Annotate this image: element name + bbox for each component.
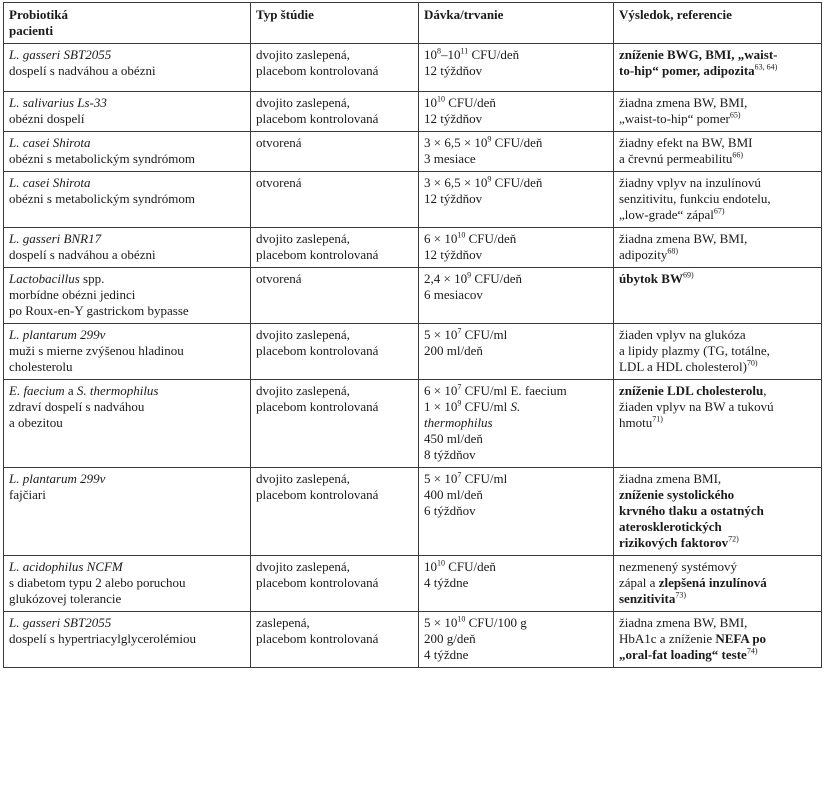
cell-dose-duration	[419, 268, 614, 324]
patients-text: morbídne obézni jedinci	[9, 287, 136, 302]
result-line	[619, 95, 816, 111]
result-bold-text: krvného tlaku a ostatných	[619, 503, 764, 518]
dose-line: 400 ml/deň	[424, 487, 483, 502]
table-row	[4, 172, 822, 228]
study-type-text: placebom kontrolovaná	[256, 63, 379, 78]
dose-unit: CFU/100 g	[465, 615, 527, 630]
study-type-text: placebom kontrolovaná	[256, 487, 379, 502]
result-text: ,	[763, 383, 767, 398]
strain-name	[9, 615, 245, 631]
study-type-text: dvojito zaslepená,	[256, 47, 350, 62]
cell-probiotic-patients	[4, 172, 251, 228]
cell-result-reference	[614, 44, 822, 92]
result-line	[619, 471, 816, 487]
cell-study-type	[251, 380, 419, 468]
table-row	[4, 268, 822, 324]
table-row	[4, 228, 822, 268]
cell-probiotic-patients	[4, 468, 251, 556]
cell-study-type	[251, 468, 419, 556]
result-line	[619, 415, 816, 431]
strain-italic: L. gasseri SBT2055	[9, 47, 112, 62]
result-text: a lipidy plazmy (TG, totálne,	[619, 343, 770, 358]
patients-text: glukózovej tolerancie	[9, 591, 122, 606]
result-line	[619, 519, 816, 535]
study-type-text: otvorená	[256, 135, 302, 150]
dose-line	[424, 95, 608, 111]
dose-line: 12 týždňov	[424, 247, 483, 262]
cell-dose-duration	[419, 92, 614, 132]
dose-exponent: 7	[457, 382, 462, 392]
result-text: „waist-to-hip“ pomer	[619, 111, 730, 126]
table-row	[4, 380, 822, 468]
strain-italic: Lactobacillus	[9, 271, 80, 286]
cell-dose-duration	[419, 468, 614, 556]
result-bold-text: rizikových faktorov	[619, 535, 729, 550]
dose-range: –10	[441, 47, 461, 62]
cell-result-reference	[614, 468, 822, 556]
dose-unit: CFU/deň	[445, 559, 496, 574]
patients-text: obézni dospelí	[9, 111, 85, 126]
dose-italic: thermophilus	[424, 415, 493, 430]
strain-name	[9, 47, 245, 63]
result-bold-text: „oral-fat loading“ teste	[619, 647, 747, 662]
table-body	[4, 44, 822, 668]
strain-conjunction: a	[64, 383, 77, 398]
study-type-text: dvojito zaslepená,	[256, 327, 350, 342]
cell-probiotic-patients	[4, 268, 251, 324]
table-row	[4, 612, 822, 668]
result-text: hmotu	[619, 415, 653, 430]
dose-base: 5 × 10	[424, 471, 458, 486]
reference-number: 68)	[667, 246, 679, 256]
patients-text: zdraví dospelí s nadváhou	[9, 399, 145, 414]
dose-base: 2,4 × 10	[424, 271, 468, 286]
result-line	[619, 135, 816, 151]
result-line	[619, 63, 816, 79]
study-type-text: placebom kontrolovaná	[256, 399, 379, 414]
header-probiotics-patients	[4, 3, 251, 44]
study-type-text: placebom kontrolovaná	[256, 111, 379, 126]
result-line	[619, 631, 816, 647]
dose-exponent: 10	[457, 230, 466, 240]
cell-result-reference	[614, 228, 822, 268]
header-col2-label: Typ štúdie	[256, 7, 314, 22]
dose-unit: CFU/deň	[445, 95, 496, 110]
header-study-type	[251, 3, 419, 44]
probiotics-table-page	[3, 2, 821, 668]
result-text: žiadna zmena BW, BMI,	[619, 231, 748, 246]
dose-italic: S.	[510, 399, 521, 414]
result-text: zápal a	[619, 575, 659, 590]
cell-dose-duration	[419, 228, 614, 268]
dose-line	[424, 47, 608, 63]
strain-italic-2: S. thermophilus	[76, 383, 159, 398]
patients-text: obézni s metabolickým syndrómom	[9, 151, 195, 166]
dose-line	[424, 399, 608, 415]
patients-text: obézni s metabolickým syndrómom	[9, 191, 195, 206]
strain-name	[9, 327, 245, 343]
study-type-text: dvojito zaslepená,	[256, 559, 350, 574]
dose-base: 10	[424, 559, 437, 574]
header-col1-line2: pacienti	[9, 23, 54, 38]
result-text: HbA1c a zníženie	[619, 631, 716, 646]
cell-dose-duration	[419, 172, 614, 228]
strain-name	[9, 383, 245, 399]
header-col3-label: Dávka/trvanie	[424, 7, 504, 22]
cell-result-reference	[614, 324, 822, 380]
dose-unit: CFU/deň	[471, 271, 523, 286]
reference-number: 67)	[713, 206, 725, 216]
table-row	[4, 556, 822, 612]
result-line	[619, 343, 816, 359]
dose-line	[424, 471, 608, 487]
dose-base: 3 × 6,5 × 10	[424, 135, 488, 150]
patients-text: a obezitou	[9, 415, 63, 430]
header-result-references	[614, 3, 822, 44]
result-line	[619, 575, 816, 591]
cell-study-type	[251, 612, 419, 668]
result-line	[619, 271, 816, 287]
dose-unit: CFU/ml E. faecium	[461, 383, 567, 398]
patients-text: dospelí s nadváhou a obézni	[9, 247, 156, 262]
patients-text: s diabetom typu 2 alebo poruchou	[9, 575, 186, 590]
strain-italic: L. casei Shirota	[9, 135, 91, 150]
result-text: žiadna zmena BW, BMI,	[619, 615, 748, 630]
cell-study-type	[251, 44, 419, 92]
dose-base: 3 × 6,5 × 10	[424, 175, 488, 190]
result-bold-text: to-hip“ pomer, adipozita	[619, 63, 755, 78]
cell-probiotic-patients	[4, 380, 251, 468]
dose-unit: CFU/ml	[461, 471, 508, 486]
strain-name	[9, 95, 245, 111]
strain-italic: L. plantarum 299v	[9, 471, 106, 486]
result-bold-text: úbytok BW	[619, 271, 683, 286]
result-text: adipozity	[619, 247, 668, 262]
cell-probiotic-patients	[4, 132, 251, 172]
dose-unit: CFU/deň	[468, 47, 520, 62]
probiotics-studies-table	[3, 2, 822, 668]
dose-exponent: 9	[467, 270, 472, 280]
result-line	[619, 175, 816, 191]
study-type-text: placebom kontrolovaná	[256, 343, 379, 358]
cell-dose-duration	[419, 380, 614, 468]
result-line	[619, 47, 816, 63]
strain-italic: L. casei Shirota	[9, 175, 91, 190]
cell-study-type	[251, 556, 419, 612]
result-line	[619, 535, 816, 551]
result-text: nezmenený systémový	[619, 559, 738, 574]
dose-line: 3 mesiace	[424, 151, 476, 166]
result-bold-text: zníženie LDL cholesterolu	[619, 383, 764, 398]
reference-number: 73)	[675, 590, 686, 600]
dose-base: 6 × 10	[424, 383, 458, 398]
cell-study-type	[251, 324, 419, 380]
study-type-text: placebom kontrolovaná	[256, 631, 379, 646]
strain-italic: L. plantarum 299v	[9, 327, 106, 342]
table-row	[4, 468, 822, 556]
study-type-text: zaslepená,	[256, 615, 310, 630]
dose-base: 5 × 10	[424, 327, 458, 342]
reference-number: 71)	[652, 414, 663, 424]
cell-result-reference	[614, 92, 822, 132]
strain-italic: L. acidophilus NCFM	[9, 559, 123, 574]
study-type-text: dvojito zaslepená,	[256, 95, 350, 110]
dose-line: 4 týždne	[424, 575, 469, 590]
dose-line: 8 týždňov	[424, 447, 476, 462]
strain-name	[9, 231, 245, 247]
dose-base: 5 × 10	[424, 615, 458, 630]
header-col1-line1: Probiotiká	[9, 7, 68, 22]
result-line	[619, 191, 816, 207]
cell-result-reference	[614, 132, 822, 172]
dose-exponent: 10	[437, 558, 445, 568]
strain-italic: L. gasseri BNR17	[9, 231, 102, 246]
dose-line: 6 týždňov	[424, 503, 476, 518]
study-type-text: dvojito zaslepená,	[256, 471, 350, 486]
table-row	[4, 44, 822, 92]
dose-line	[424, 415, 608, 431]
dose-line: 4 týždne	[424, 647, 469, 662]
cell-dose-duration	[419, 132, 614, 172]
result-line	[619, 207, 816, 223]
result-bold-text: zníženie BWG, BMI, „waist-	[619, 47, 778, 62]
dose-line	[424, 383, 608, 399]
dose-exponent: 9	[487, 134, 492, 144]
cell-dose-duration	[419, 612, 614, 668]
strain-name	[9, 135, 245, 151]
result-line	[619, 487, 816, 503]
reference-number: 63, 64)	[754, 62, 778, 72]
result-text: žiaden vplyv na BW a tukovú	[619, 399, 774, 414]
table-row	[4, 324, 822, 380]
cell-result-reference	[614, 268, 822, 324]
strain-name	[9, 175, 245, 191]
dose-base: 1 × 10	[424, 399, 458, 414]
reference-number: 72)	[728, 534, 739, 544]
strain-name	[9, 271, 245, 287]
study-type-text: placebom kontrolovaná	[256, 575, 379, 590]
patients-text: dospelí s nadváhou a obézni	[9, 63, 156, 78]
dose-exponent: 9	[487, 174, 492, 184]
reference-number: 70)	[746, 358, 758, 368]
result-bold-text: senzitivita	[619, 591, 676, 606]
cell-probiotic-patients	[4, 92, 251, 132]
dose-exponent: 10	[457, 614, 466, 624]
result-line	[619, 383, 816, 399]
result-text: „low-grade“ zápal	[619, 207, 714, 222]
result-text: žiadny efekt na BW, BMI	[619, 135, 753, 150]
dose-line: 200 g/deň	[424, 631, 476, 646]
dose-line: 12 týždňov	[424, 191, 483, 206]
result-text: a črevnú permeabilitu	[619, 151, 733, 166]
dose-line	[424, 271, 608, 287]
dose-exponent: 8	[437, 46, 441, 56]
result-text: žiadna zmena BMI,	[619, 471, 722, 486]
study-type-text: dvojito zaslepená,	[256, 383, 350, 398]
dose-line	[424, 231, 608, 247]
result-text: žiadna zmena BW, BMI,	[619, 95, 748, 110]
dose-unit: CFU/ml	[461, 399, 511, 414]
patients-text: dospelí s hypertriacylglycerolémiou	[9, 631, 197, 646]
cell-result-reference	[614, 380, 822, 468]
reference-number: 65)	[729, 110, 741, 120]
result-text: žiadny vplyv na inzulínovú	[619, 175, 761, 190]
table-row	[4, 92, 822, 132]
result-line	[619, 647, 816, 663]
reference-number: 74)	[746, 646, 758, 656]
study-type-text: placebom kontrolovaná	[256, 247, 379, 262]
result-line	[619, 247, 816, 263]
header-dose-duration	[419, 3, 614, 44]
dose-base: 10	[424, 47, 437, 62]
result-line	[619, 399, 816, 415]
cell-result-reference	[614, 172, 822, 228]
result-line	[619, 231, 816, 247]
cell-dose-duration	[419, 44, 614, 92]
cell-result-reference	[614, 612, 822, 668]
dose-unit: CFU/deň	[491, 135, 543, 150]
cell-dose-duration	[419, 324, 614, 380]
dose-line: 200 ml/deň	[424, 343, 483, 358]
result-bold-text: zlepšená inzulínová	[658, 575, 767, 590]
dose-line: 12 týždňov	[424, 111, 483, 126]
dose-line: 450 ml/deň	[424, 431, 483, 446]
dose-exponent: 7	[457, 326, 462, 336]
dose-exponent: 9	[457, 398, 462, 408]
dose-exponent: 11	[460, 46, 469, 56]
cell-dose-duration	[419, 556, 614, 612]
dose-line: 12 týždňov	[424, 63, 483, 78]
strain-italic: L. salivarius Ls-33	[9, 95, 107, 110]
cell-study-type	[251, 228, 419, 268]
dose-exponent: 7	[457, 470, 462, 480]
strain-suffix: spp.	[79, 271, 105, 286]
dose-line	[424, 559, 608, 575]
result-line	[619, 615, 816, 631]
cell-study-type	[251, 268, 419, 324]
result-line	[619, 151, 816, 167]
dose-line	[424, 135, 608, 151]
result-line	[619, 111, 816, 127]
patients-text: muži s mierne zvýšenou hladinou	[9, 343, 184, 358]
study-type-text: otvorená	[256, 271, 302, 286]
dose-line	[424, 175, 608, 191]
reference-number: 66)	[732, 150, 744, 160]
result-bold-text: NEFA po	[715, 631, 767, 646]
cell-probiotic-patients	[4, 612, 251, 668]
strain-italic: L. gasseri SBT2055	[9, 615, 112, 630]
patients-text: po Roux-en-Y gastrickom bypasse	[9, 303, 189, 318]
patients-text: cholesterolu	[9, 359, 73, 374]
header-col4-label: Výsledok, referencie	[619, 7, 732, 22]
patients-text: fajčiari	[9, 487, 46, 502]
table-header-row	[4, 3, 822, 44]
cell-probiotic-patients	[4, 228, 251, 268]
study-type-text: dvojito zaslepená,	[256, 231, 350, 246]
dose-exponent: 10	[437, 94, 445, 104]
cell-probiotic-patients	[4, 44, 251, 92]
dose-unit: CFU/deň	[465, 231, 517, 246]
table-row	[4, 132, 822, 172]
result-line	[619, 559, 816, 575]
result-text: žiaden vplyv na glukóza	[619, 327, 746, 342]
dose-unit: CFU/deň	[491, 175, 543, 190]
strain-italic: E. faecium	[9, 383, 65, 398]
result-line	[619, 503, 816, 519]
cell-result-reference	[614, 556, 822, 612]
cell-study-type	[251, 132, 419, 172]
cell-study-type	[251, 172, 419, 228]
dose-unit: CFU/ml	[461, 327, 508, 342]
result-line	[619, 359, 816, 375]
result-text: LDL a HDL cholesterol)	[619, 359, 747, 374]
dose-base: 6 × 10	[424, 231, 458, 246]
result-bold-text: aterosklerotických	[619, 519, 722, 534]
result-text: senzitivitu, funkciu endotelu,	[619, 191, 771, 206]
cell-probiotic-patients	[4, 324, 251, 380]
dose-base: 10	[424, 95, 437, 110]
result-line	[619, 327, 816, 343]
strain-name	[9, 559, 245, 575]
cell-study-type	[251, 92, 419, 132]
result-bold-text: zníženie systolického	[619, 487, 735, 502]
dose-line: 6 mesiacov	[424, 287, 483, 302]
dose-line	[424, 615, 608, 631]
strain-name	[9, 471, 245, 487]
reference-number: 69)	[682, 270, 694, 280]
study-type-text: otvorená	[256, 175, 302, 190]
cell-probiotic-patients	[4, 556, 251, 612]
result-line	[619, 591, 816, 607]
dose-line	[424, 327, 608, 343]
